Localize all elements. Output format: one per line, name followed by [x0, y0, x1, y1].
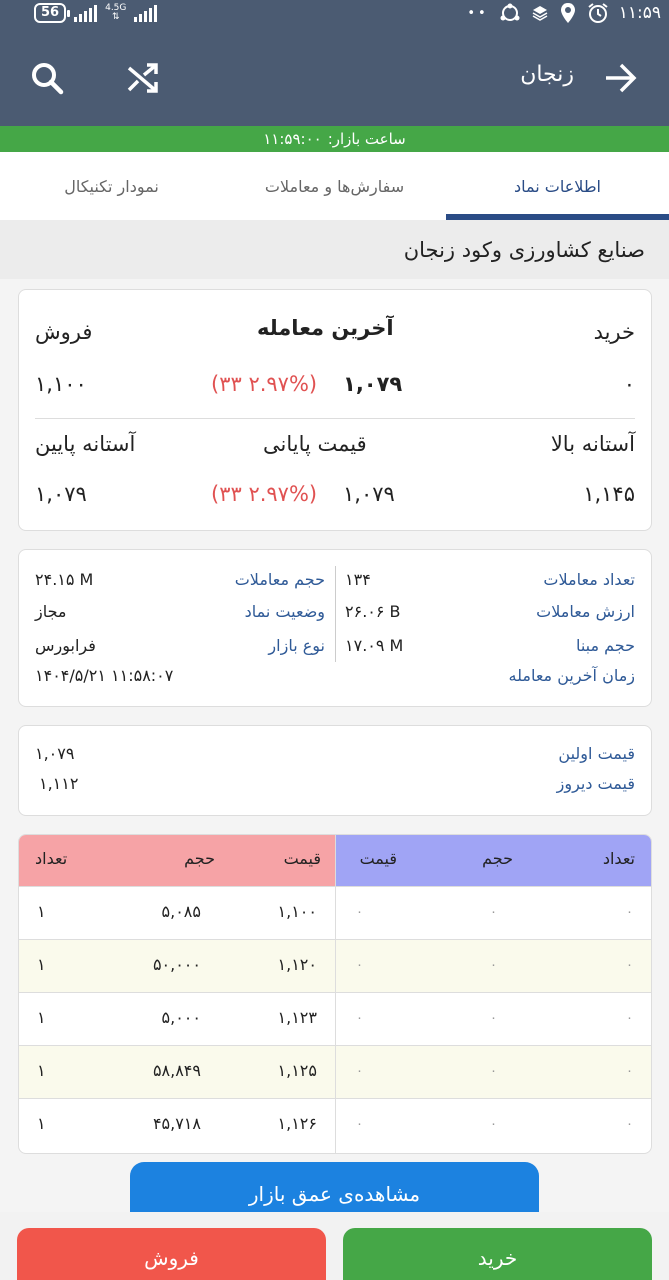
status-bar — [0, 0, 669, 30]
sell-count-header: تعداد — [35, 849, 68, 868]
sell-count: ۱ — [37, 1008, 46, 1027]
last-trade-time-label: زمان آخرین معامله — [508, 666, 635, 685]
price-card — [18, 289, 652, 531]
sell-volume: ۵,۰۰۰ — [161, 1008, 201, 1027]
bottom-action-bar — [0, 1212, 669, 1280]
upper-threshold-label: آستانه بالا — [550, 432, 635, 456]
sell-price-header: قیمت — [283, 849, 321, 868]
status-right — [467, 2, 661, 24]
app-bar — [0, 30, 669, 126]
network-label: 4.5G — [105, 3, 127, 13]
trade-volume-label: حجم معاملات — [234, 570, 325, 589]
order-book-divider — [335, 835, 336, 1154]
prices-card — [18, 725, 652, 816]
trade-value-value: ۲۶.۰۶ B — [345, 602, 401, 621]
lower-threshold-label: آستانه پایین — [35, 432, 136, 456]
sync-icon — [499, 3, 521, 23]
buy-label: خرید — [593, 320, 635, 344]
search-icon[interactable] — [27, 58, 67, 98]
divider — [35, 418, 635, 419]
buy-price: ۰ — [356, 1117, 363, 1132]
tab-bar — [0, 152, 669, 220]
market-depth-button[interactable]: مشاهده‌ی عمق بازار — [130, 1162, 539, 1228]
sell-price: ۱,۱۲۰ — [277, 955, 317, 974]
market-time-label: ساعت بازار: — [327, 130, 406, 148]
sell-price: ۱,۱۰۰ — [277, 902, 317, 921]
trade-value-label: ارزش معاملات — [536, 602, 635, 621]
tab-symbol-info[interactable]: اطلاعات نماد — [446, 152, 669, 220]
first-price-value: ۱,۰۷۹ — [35, 744, 75, 763]
buy-count: ۰ — [626, 1011, 633, 1026]
buy-price: ۰ — [356, 1064, 363, 1079]
sell-count: ۱ — [37, 1061, 46, 1080]
upper-threshold-value: ۱,۱۴۵ — [583, 482, 635, 506]
sell-volume-header: حجم — [184, 849, 215, 868]
signal-icon — [74, 4, 97, 22]
sell-volume: ۵۰,۰۰۰ — [152, 955, 201, 974]
clock: ۱۱:۵۹ — [618, 3, 661, 23]
sell-price: ۱,۱۲۶ — [277, 1114, 317, 1133]
buy-price: ۰ — [356, 1011, 363, 1026]
sell-volume: ۵۸,۸۴۹ — [152, 1061, 201, 1080]
stats-divider — [335, 566, 336, 662]
sell-count: ۱ — [37, 902, 46, 921]
layers-icon — [531, 4, 549, 22]
closing-price-value: ۱,۰۷۹ — [343, 482, 395, 506]
sell-count: ۱ — [37, 1114, 46, 1133]
alarm-icon — [587, 2, 609, 24]
trade-count-label: تعداد معاملات — [543, 570, 635, 589]
buy-volume: ۰ — [490, 1117, 497, 1132]
buy-price: ۰ — [356, 958, 363, 973]
buy-header — [334, 835, 651, 886]
base-volume-value: ۱۷.۰۹ M — [345, 636, 404, 655]
buy-count: ۰ — [626, 905, 633, 920]
trade-volume-value: ۲۴.۱۵ M — [35, 570, 94, 589]
buy-price-header: قیمت — [359, 849, 397, 868]
sell-label: فروش — [35, 320, 93, 344]
yesterday-price-label: قیمت دیروز — [556, 774, 635, 793]
network-type: 4.5G ⇅ — [105, 3, 127, 22]
base-volume-label: حجم مبنا — [575, 636, 635, 655]
symbol-status-value: مجاز — [35, 602, 67, 621]
last-trade-label: آخرین معامله — [257, 316, 394, 340]
symbol-full-name: صنایع کشاورزی وکود زنجان — [0, 220, 669, 279]
closing-price-change: (۲.۹۷% ۳۳) — [211, 482, 318, 506]
closing-price-label: قیمت پایانی — [263, 432, 367, 456]
sell-volume: ۴۵,۷۱۸ — [152, 1114, 201, 1133]
stats-card — [18, 549, 652, 707]
buy-value: ۰ — [623, 372, 635, 396]
yesterday-price-value: ۱,۱۱۲ — [39, 774, 79, 793]
shuffle-icon[interactable] — [123, 58, 163, 98]
lower-threshold-value: ۱,۰۷۹ — [35, 482, 87, 506]
buy-volume-header: حجم — [482, 849, 513, 868]
buy-count-header: تعداد — [602, 849, 635, 868]
buy-count: ۰ — [626, 1064, 633, 1079]
status-left — [34, 3, 157, 23]
buy-price: ۰ — [356, 905, 363, 920]
market-type-value: فرابورس — [35, 636, 96, 655]
sell-volume: ۵,۰۸۵ — [161, 902, 201, 921]
buy-count: ۰ — [626, 1117, 633, 1132]
page-title: زنجان — [520, 62, 574, 87]
last-trade-time-value: ۱۴۰۴/۵/۲۱ ۱۱:۵۸:۰۷ — [35, 666, 174, 685]
buy-volume: ۰ — [490, 905, 497, 920]
back-arrow-icon[interactable] — [600, 58, 640, 98]
sell-count: ۱ — [37, 955, 46, 974]
order-book — [18, 834, 652, 1154]
location-icon — [559, 2, 577, 24]
buy-button[interactable]: خرید — [343, 1228, 652, 1280]
sell-button[interactable]: فروش — [17, 1228, 326, 1280]
battery-icon: 56 — [34, 3, 66, 23]
sell-price: ۱,۱۲۵ — [277, 1061, 317, 1080]
notification-dots: •• — [467, 5, 489, 21]
sell-price: ۱,۱۲۳ — [277, 1008, 317, 1027]
first-price-label: قیمت اولین — [558, 744, 635, 763]
buy-volume: ۰ — [490, 1064, 497, 1079]
market-time-value: ۱۱:۵۹:۰۰ — [263, 130, 322, 148]
signal-icon-2 — [134, 4, 157, 22]
market-time-bar — [0, 126, 669, 152]
tab-orders-trades[interactable]: سفارش‌ها و معاملات — [264, 176, 405, 196]
last-trade-value: ۱,۰۷۹ — [343, 372, 403, 396]
sell-header — [19, 835, 335, 886]
buy-volume: ۰ — [490, 1011, 497, 1026]
sell-value: ۱,۱۰۰ — [35, 372, 87, 396]
tab-technical-chart[interactable]: نمودار تکنیکال — [64, 176, 159, 196]
buy-volume: ۰ — [490, 958, 497, 973]
trade-count-value: ۱۳۴ — [345, 570, 371, 589]
buy-count: ۰ — [626, 958, 633, 973]
symbol-status-label: وضعیت نماد — [244, 602, 325, 621]
last-trade-change: (۲.۹۷% ۳۳) — [211, 372, 318, 396]
market-type-label: نوع بازار — [268, 636, 325, 655]
